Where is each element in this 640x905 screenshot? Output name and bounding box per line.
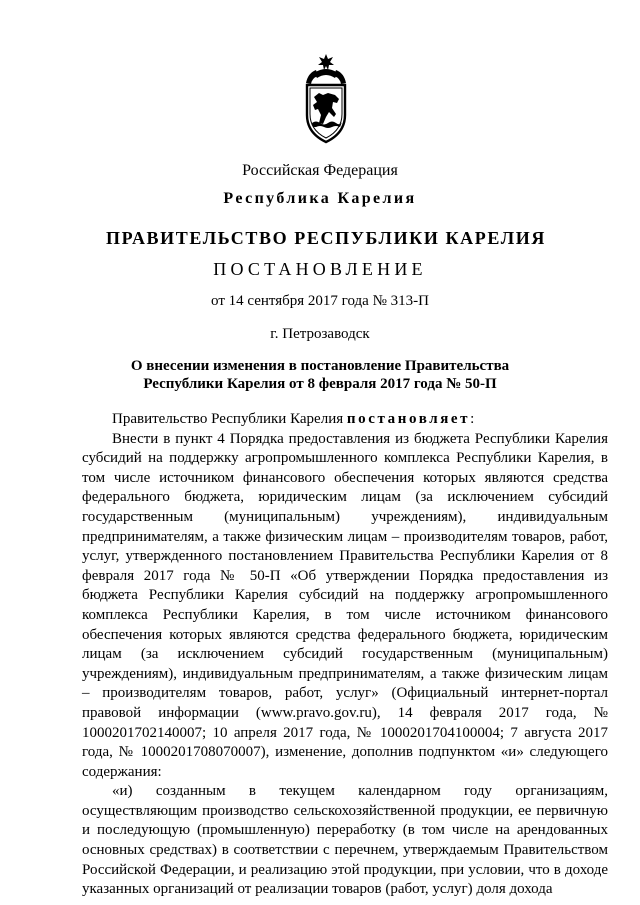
preamble-keyword: постановляет [346, 411, 471, 427]
coat-of-arms-icon [298, 53, 354, 145]
subject-line-1: О внесении изменения в постановление Правительства [130, 358, 510, 374]
body-paragraph-2: «и) созданным в текущем календарном году организациям, осуществляющим производство сельскохозяйственной продукции, ее первичную и последующую (промышленную) переработку (в том числе на арендованных основных средствах) в соответствии с перечнем, утверждаемым Правительством Российской Федерации, и реализацию этой продукции, при условии, что в доходе указанных организаций от реализации товаров (работ, услуг) доля дохода [82, 783, 608, 898]
preamble-lead: Правительство Республики Карелия [112, 411, 347, 427]
date-number: от 14 сентября 2017 года № 313-П [211, 293, 429, 309]
document-type: ПОСТАНОВЛЕНИЕ [213, 259, 427, 279]
country-name: Российская Федерация [242, 162, 398, 179]
government-title: ПРАВИТЕЛЬСТВО РЕСПУБЛИКИ КАРЕЛИЯ [106, 228, 546, 248]
preamble-tail: : [470, 411, 475, 427]
republic-name: Республика Карелия [223, 190, 417, 207]
city: г. Петрозаводск [270, 326, 370, 342]
document-subject [0, 357, 640, 393]
body-paragraph-1: Внести в пункт 4 Порядка предоставления из бюджета Республики Карелия субсидий на поддержку агропромышленного комплекса Республики Карелия, в том числе источником финансового обеспечения которых являются средства федерального бюджета, юридическим лицам (за исключением субсидий государственным (муниципальным) учреждениям), индивидуальным предпринимателям, а также физическим лицам – производителям товаров, работ, услуг, утвержденного постановлением Правительства Республики Карелия от 8 февраля 2017 года № 50-П «Об утверждении Порядка предоставления из бюджета Республики Карелия субсидий на поддержку агропромышленного комплекса Республики Карелия, в том числе источником финансового обеспечения которых являются средства федерального бюджета, юридическим лицам (за исключением субсидий государственным (муниципальным) учреждениям), индивидуальным предпринимателям, а также физическим лицам – производителям товаров, работ, услуг» (Официальный интернет-портал правовой информации (www.pravo.gov.ru), 14 февраля 2017 года, № 1000201702140007; 10 апреля 2017 года, № 1000201704100004; 7 августа 2017 года, № 1000201708070007), изменение, дополнив подпунктом «и» следующего содержания: [82, 430, 608, 780]
document-body [82, 410, 608, 900]
preamble [82, 410, 608, 430]
subject-line-2: Республики Карелия от 8 февраля 2017 года № 50-П [143, 376, 497, 392]
